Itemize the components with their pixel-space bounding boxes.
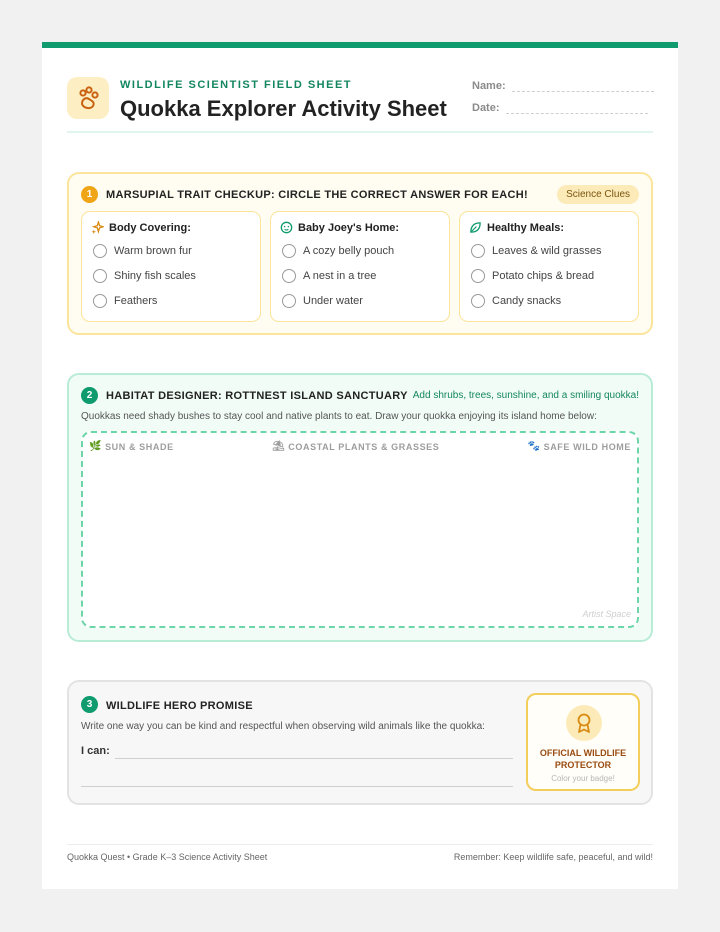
option-label: Leaves & wild grasses [492,245,602,257]
radio-button[interactable] [471,244,485,258]
trait-checkup-section [67,172,653,335]
date-line[interactable] [506,104,648,114]
footer-left: Quokka Quest • Grade K–3 Science Activity Sheet [67,852,268,862]
section-instructions: Quokkas need shady bushes to stay cool and native plants to eat. Draw your quokka enjoying its island home below: [81,411,597,422]
beach-icon: ⛱ [272,441,286,452]
option-label: Warm brown fur [114,245,192,257]
radio-button[interactable] [93,294,107,308]
card-title [91,221,191,234]
zone-text: SAFE WILD HOME [543,441,631,452]
date-label: Date: [472,102,500,114]
section-title: WILDLIFE HERO PROMISE [106,700,253,712]
baby-face-icon [280,221,293,234]
writing-line[interactable] [81,786,513,787]
date-field[interactable] [472,102,648,114]
section-title: MARSUPIAL TRAIT CHECKUP: CIRCLE THE CORRECT ANSWER FOR EACH! [106,189,528,201]
leaf-icon [469,221,482,234]
answer-option[interactable] [282,244,394,258]
radio-button[interactable] [93,244,107,258]
option-label: A cozy belly pouch [303,245,395,257]
drawing-area[interactable] [81,431,639,628]
footer-right: Remember: Keep wildlife safe, peaceful, and wild! [453,852,653,862]
answer-option[interactable] [282,294,363,308]
card-title [280,221,399,234]
answer-option[interactable] [471,244,601,258]
habitat-designer-section [67,373,653,642]
footer-divider [67,844,653,845]
card-title-text: Body Covering: [109,221,191,234]
card-title-text: Healthy Meals: [487,221,565,234]
award-ribbon-icon [566,705,602,741]
radio-button[interactable] [93,269,107,283]
answer-option[interactable] [93,244,192,258]
zone-text: COASTAL PLANTS & GRASSES [288,441,440,452]
option-label: Candy snacks [492,295,562,307]
section-number: 3 [81,696,98,713]
sparkle-icon [91,221,104,234]
zone-label [272,441,439,452]
option-label: Feathers [114,295,158,307]
healthy-meals-card [459,211,639,322]
artist-space-label: Artist Space [582,609,631,619]
card-title [469,221,564,234]
badge-title: OFFICIAL WILDLIFE PROTECTOR [539,748,627,770]
zone-label [89,441,174,452]
answer-option[interactable] [282,269,376,283]
name-label: Name: [472,80,506,92]
paw-logo-icon [67,77,109,119]
answer-option[interactable] [471,269,594,283]
seedling-icon: 🌿 [89,441,103,452]
badge-subtitle: Color your badge! [551,774,615,783]
section-title: HABITAT DESIGNER: ROTTNEST ISLAND SANCTUARY [106,390,408,402]
section-number: 2 [81,387,98,404]
option-label: Potato chips & bread [492,270,595,282]
answer-option[interactable] [471,294,561,308]
body-covering-card [81,211,261,322]
header-divider [67,131,653,133]
name-field[interactable] [472,80,654,92]
section-number: 1 [81,186,98,203]
zone-text: SUN & SHADE [105,441,174,452]
top-accent-bar [42,42,678,48]
paw-prints-icon: 🐾 [527,441,541,452]
sheet-eyebrow: WILDLIFE SCIENTIST FIELD SHEET [120,79,352,91]
name-line[interactable] [512,82,654,92]
protector-badge [526,693,640,791]
radio-button[interactable] [282,244,296,258]
option-label: Under water [303,295,363,307]
section-instructions: Write one way you can be kind and respectful when observing wild animals like the quokka: [81,721,485,732]
radio-button[interactable] [282,269,296,283]
card-title-text: Baby Joey's Home: [298,221,400,234]
drawing-hint: Add shrubs, trees, sunshine, and a smiling quokka! [412,390,639,401]
option-label: A nest in a tree [303,270,377,282]
hero-promise-section [67,680,653,805]
activity-sheet [42,42,678,889]
radio-button[interactable] [282,294,296,308]
science-clues-badge: Science Clues [557,185,639,204]
radio-button[interactable] [471,269,485,283]
joey-home-card [270,211,450,322]
option-label: Shiny fish scales [114,270,196,282]
radio-button[interactable] [471,294,485,308]
answer-option[interactable] [93,294,157,308]
answer-option[interactable] [93,269,196,283]
i-can-prompt: I can: [81,745,110,757]
page-title: Quokka Explorer Activity Sheet [120,96,447,121]
writing-line[interactable] [115,758,513,759]
zone-label [528,441,631,452]
